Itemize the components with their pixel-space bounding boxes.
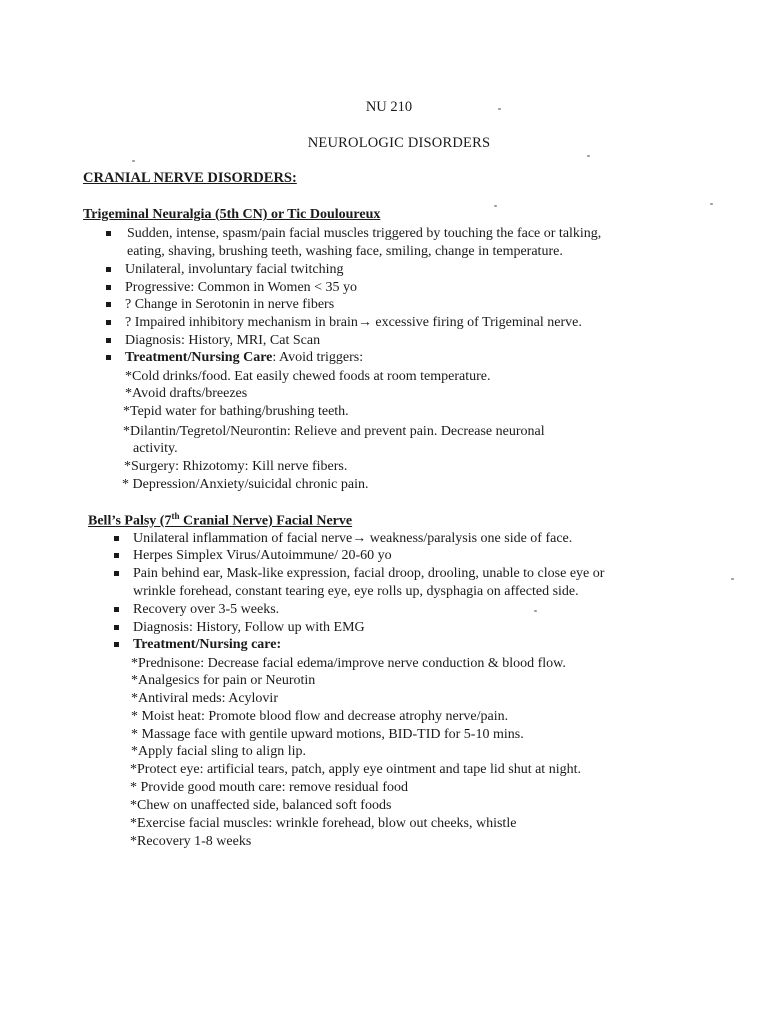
treatment-rest: : Avoid triggers: <box>272 350 364 365</box>
treatment-label: Treatment/Nursing Care <box>125 350 273 365</box>
bells-care: *Prednisone: Decrease facial edema/improve nerve conduction & blood flow. <box>131 656 566 671</box>
bullet-marker <box>114 625 119 630</box>
bells-bullet: Diagnosis: History, Follow up with EMG <box>133 620 365 635</box>
bullet-marker <box>106 338 111 343</box>
bells-care: * Moist heat: Promote blood flow and decrease atrophy nerve/pain. <box>131 709 509 724</box>
bullet-marker <box>106 267 111 272</box>
document-title: NEUROLOGIC DISORDERS <box>307 135 491 151</box>
bullet-marker <box>114 536 119 541</box>
bullet-marker <box>106 285 111 290</box>
bells-care: *Exercise facial muscles: wrinkle forehead, blow out cheeks, whistle <box>130 816 517 831</box>
bullet-marker <box>114 642 119 647</box>
trigeminal-bullet: Diagnosis: History, MRI, Cat Scan <box>125 333 321 348</box>
bells-care: *Analgesics for pain or Neurotin <box>131 673 316 688</box>
bells-bullet: Herpes Simplex Virus/Autoimmune/ 20-60 yo <box>133 548 392 563</box>
bells-bullet: Pain behind ear, Mask-like expression, facial droop, drooling, unable to close eye or <box>133 566 605 581</box>
trigeminal-care-cont: activity. <box>133 441 178 456</box>
bells-care: *Chew on unaffected side, balanced soft foods <box>130 798 392 813</box>
bullet-marker <box>114 607 119 612</box>
scan-speck <box>710 203 713 205</box>
trigeminal-bullet: Progressive: Common in Women < 35 yo <box>125 280 358 295</box>
bells-bullet: Unilateral inflammation of facial nerve→ weakness/paralysis one side of face. <box>133 531 573 546</box>
bells-care: *Protect eye: artificial tears, patch, apply eye ointment and tape lid shut at night. <box>130 762 581 777</box>
scan-speck <box>731 578 734 580</box>
scan-speck <box>494 205 497 207</box>
trigeminal-bullet-cont: eating, shaving, brushing teeth, washing face, smiling, change in temperature. <box>127 244 563 259</box>
bells-treatment-label: Treatment/Nursing care: <box>133 637 282 652</box>
bells-care: * Provide good mouth care: remove residual food <box>130 780 408 795</box>
bullet-marker <box>106 302 111 307</box>
course-code: NU 210 <box>365 99 413 115</box>
bells-bullet: Recovery over 3-5 weeks. <box>133 602 280 617</box>
trigeminal-care: * Depression/Anxiety/suicidal chronic pain. <box>122 477 369 492</box>
scan-speck <box>534 610 537 612</box>
trigeminal-care: *Avoid drafts/breezes <box>125 386 248 401</box>
bells-care: * Massage face with gentile upward motions, BID-TID for 5-10 mins. <box>131 727 524 742</box>
bullet-marker <box>106 355 111 360</box>
section-title: CRANIAL NERVE DISORDERS: <box>83 170 297 186</box>
bullet-marker <box>114 571 119 576</box>
trigeminal-care: *Cold drinks/food. Eat easily chewed foods at room temperature. <box>125 369 491 384</box>
trigeminal-heading: Trigeminal Neuralgia (5th CN) or Tic Douloureux <box>83 207 381 222</box>
scan-speck <box>587 155 590 157</box>
bullet-marker <box>106 231 111 236</box>
trigeminal-bullet: ? Impaired inhibitory mechanism in brain→ excessive firing of Trigeminal nerve. <box>125 315 582 330</box>
bells-care: *Recovery 1-8 weeks <box>130 834 252 849</box>
trigeminal-treatment <box>125 349 363 366</box>
trigeminal-bullet: ? Change in Serotonin in nerve fibers <box>125 297 335 312</box>
bells-palsy-heading: Bell’s Palsy (7th Cranial Nerve) Facial Nerve <box>88 511 353 529</box>
trigeminal-bullet: Sudden, intense, spasm/pain facial muscles triggered by touching the face or talking, <box>127 226 602 241</box>
bells-care: *Antiviral meds: Acylovir <box>131 691 278 706</box>
trigeminal-care: *Dilantin/Tegretol/Neurontin: Relieve and prevent pain. Decrease neuronal <box>123 424 545 439</box>
bullet-marker <box>106 320 111 325</box>
trigeminal-care: *Surgery: Rhizotomy: Kill nerve fibers. <box>124 459 348 474</box>
bullet-marker <box>114 553 119 558</box>
trigeminal-bullet: Unilateral, involuntary facial twitching <box>125 262 344 277</box>
bells-care: *Apply facial sling to align lip. <box>131 744 306 759</box>
scan-speck <box>132 160 135 162</box>
bells-bullet-cont: wrinkle forehead, constant tearing eye, eye rolls up, dysphagia on affected side. <box>133 584 579 599</box>
trigeminal-care: *Tepid water for bathing/brushing teeth. <box>123 404 349 419</box>
